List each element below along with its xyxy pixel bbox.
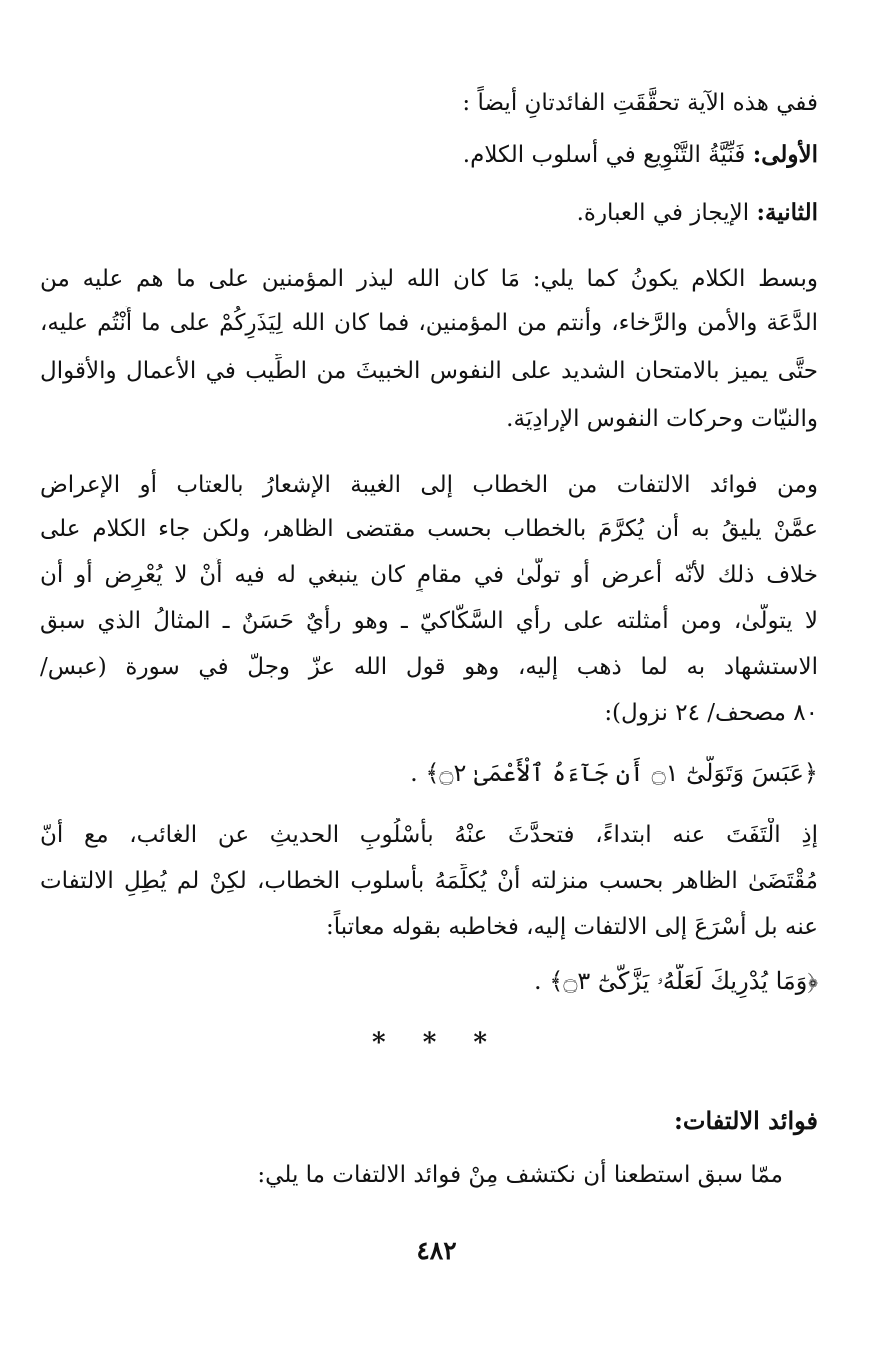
paragraph-line: عنه بل أَسْرَعَ إلى الالتفات إليه، فخاطبه بقوله معاتباً: xyxy=(326,914,818,940)
paragraph-line: لا يتولّىٰ، ومن أمثلته على رأي السَّكّاكيّ ـ وهو رأيٌ حَسَنٌ ـ المثالُ الذي سبق xyxy=(40,608,818,634)
first-benefit-text: فَنِّيَّةُ التَّنْوِيع في أسلوب الكلام. xyxy=(462,142,753,168)
first-benefit xyxy=(40,138,818,172)
quran-verse-1: ﴿عَبَسَ وَتَوَلَّىٰٓ ۝١ أَن جَآءَهُ ٱلْأَعْمَىٰ ۝٢﴾ . xyxy=(410,759,818,787)
paragraph-line: الدَّعَة والأمن والرَّخاء، وأنتم من المؤمنين، فما كان الله لِيَذَرِكُمْ على ما أَنْتُم عليه، xyxy=(40,310,818,336)
first-benefit-label: الأولى: xyxy=(752,141,818,168)
paragraph-line: وبسط الكلام يكونُ كما يلي: مَا كان الله ليذر المؤمنين على ما هم عليه من xyxy=(40,266,818,292)
second-benefit-label: الثانية: xyxy=(756,199,818,226)
second-benefit xyxy=(40,196,818,230)
second-benefit-text: الإيجاز في العبارة. xyxy=(576,200,757,226)
paragraph-line: والنيّات وحركات النفوس الإرادِيَة. xyxy=(506,406,818,432)
paragraph-line: خلاف ذلك لأنّه أعرض أو تولَّىٰ في مقامٍ كان ينبغي له فيه أَنْ لا يُعْرِض أو أن xyxy=(40,562,818,588)
section-text: ممّا سبق استطعنا أن نكتشف مِنْ فوائد الالتفات ما يلي: xyxy=(257,1162,783,1188)
quran-verse-2: ﴿وَمَا يُدْرِيكَ لَعَلَّهُۥ يَزَّكَّىٰٓ ۝٣﴾ . xyxy=(533,967,818,995)
paragraph-line: إذِ الْتَفَتَ عنه ابتداءً، فتحدَّثَ عنْهُ بأسْلُوبِ الحديثِ عن الغائب، مع أنّ xyxy=(40,822,818,848)
page-number: ٤٨٢ xyxy=(416,1236,457,1265)
section-separator: * * * xyxy=(372,1028,501,1058)
paragraph-line: ٨٠ مصحف/ ٢٤ نزول): xyxy=(604,700,818,726)
section-heading: فوائد الالتفات: xyxy=(674,1106,818,1135)
paragraph-line: حتَّى يميز بالامتحان الشديد على النفوس الخبيثَ من الطِّيب في الأعمال والأقوال xyxy=(40,358,818,384)
paragraph-line: مُقْتَضَىٰ الظاهر بحسب منزلته أنْ يُكلِّمَهُ بأسلوب الخطاب، لكِنْ لم يُطِلِ الالتفات xyxy=(40,868,818,894)
paragraph-line: ومن فوائد الالتفات من الخطاب إلى الغيبة الإشعارُ بالعتاب أو الإعراض xyxy=(40,472,818,498)
paragraph-line: عمَّنْ يليقُ به أن يُكرَّمَ بالخطاب بحسب مقتضى الظاهر، ولكن جاء الكلام على xyxy=(40,516,818,542)
paragraph-line: الاستشهاد به لما ذهب إليه، وهو قول الله عزّ وجلّ في سورة (عبس/ xyxy=(40,654,818,680)
intro-line: ففي هذه الآية تحقَّقَتِ الفائدتانِ أيضاً : xyxy=(462,90,818,116)
